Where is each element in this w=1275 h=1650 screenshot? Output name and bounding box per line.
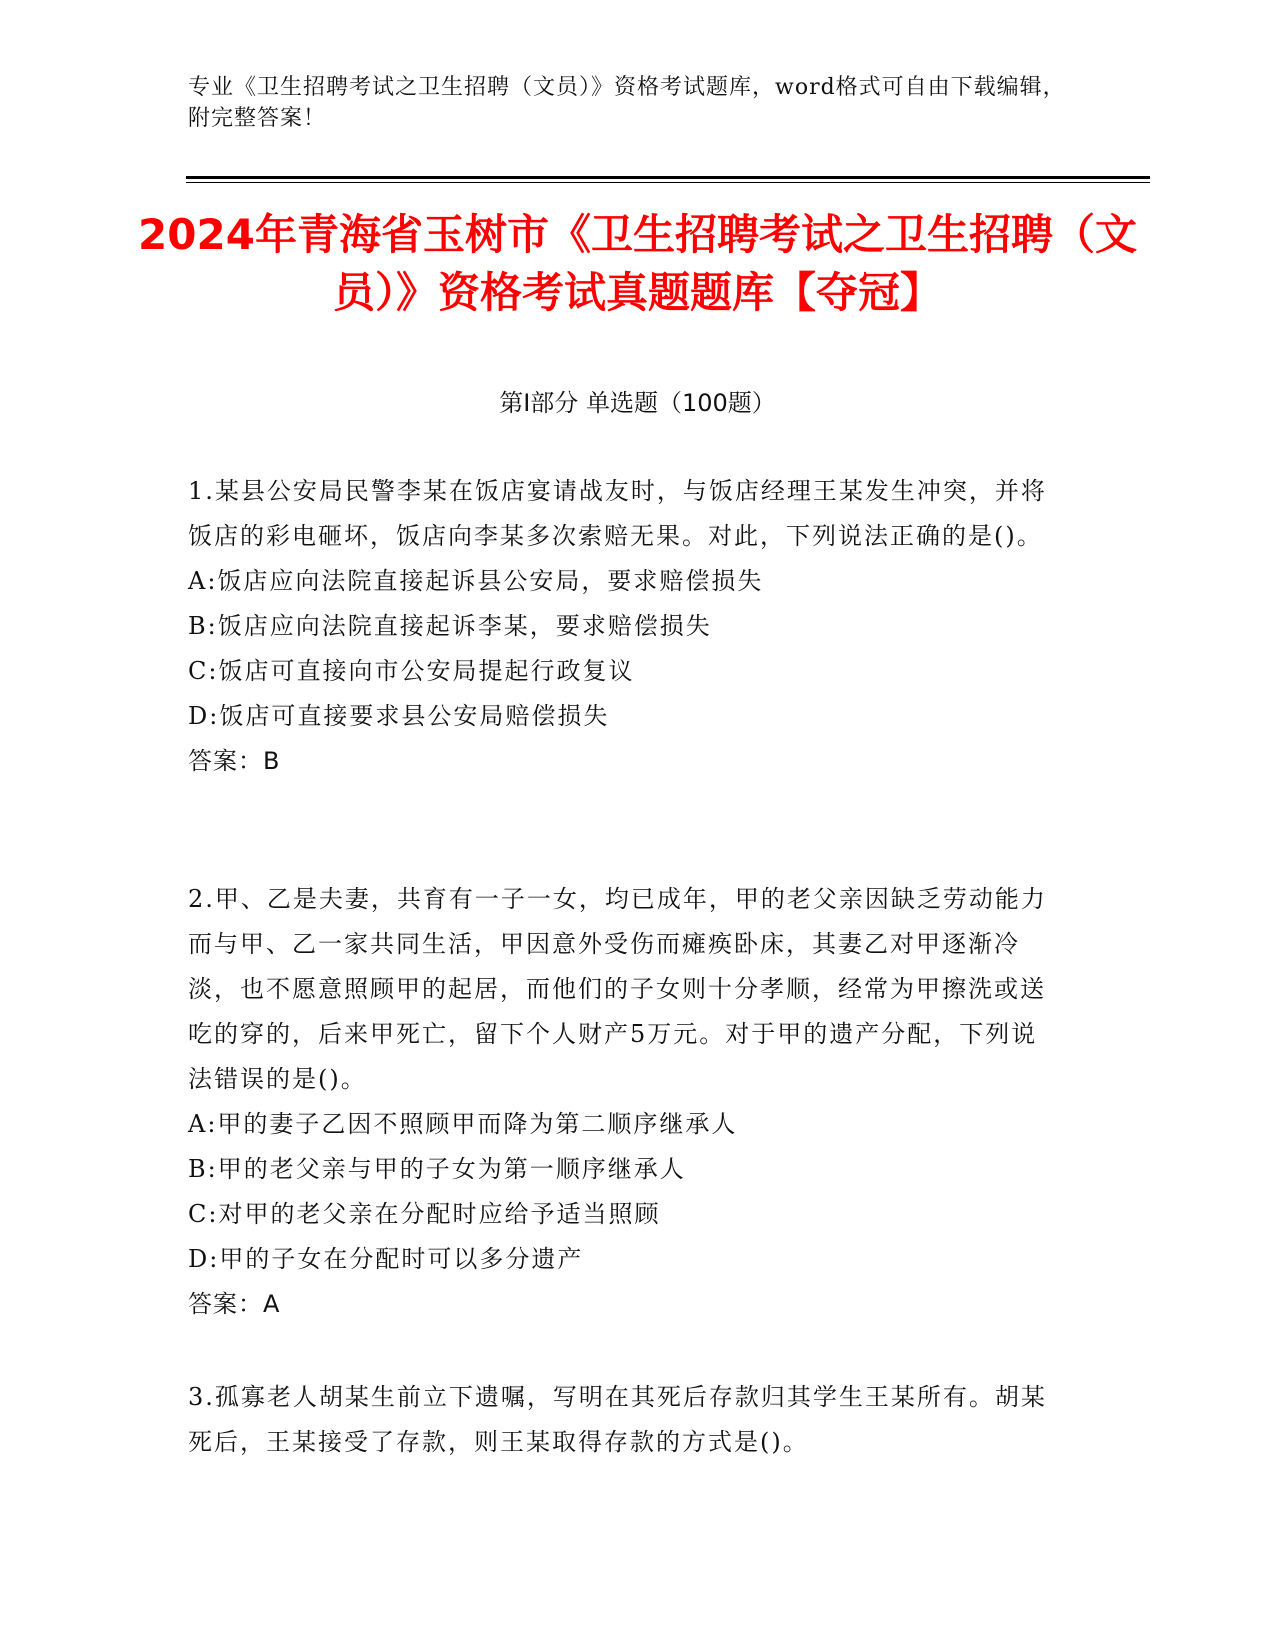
header-note: 专业《卫生招聘考试之卫生招聘（文员）》资格考试题库，word格式可自由下载编辑，附完整答案！ [188, 75, 1066, 131]
option-a: A:甲的妻子乙因不照顾甲而降为第二顺序继承人 [188, 1110, 738, 1138]
option-d: D:甲的子女在分配时可以多分遗产 [188, 1245, 584, 1273]
header-divider [186, 176, 1150, 179]
answer: 答案：A [188, 1290, 281, 1318]
header-divider-thin [186, 182, 1150, 183]
question-1 [188, 469, 1058, 784]
question-stem: 1.某县公安局民警李某在饭店宴请战友时，与饭店经理王某发生冲突，并将饭店的彩电砸坏，饭店向李某多次索赔无果。对此，下列说法正确的是()。 [188, 477, 1047, 550]
question-stem: 3.孤寡老人胡某生前立下遗嘱，写明在其死后存款归其学生王某所有。胡某死后，王某接受了存款，则王某取得存款的方式是()。 [188, 1383, 1047, 1456]
answer: 答案：B [188, 747, 281, 775]
option-a: A:饭店应向法院直接起诉县公安局，要求赔偿损失 [188, 567, 764, 595]
option-c: C:饭店可直接向市公安局提起行政复议 [188, 657, 635, 685]
option-b: B:甲的老父亲与甲的子女为第一顺序继承人 [188, 1155, 686, 1183]
option-d: D:饭店可直接要求县公安局赔偿损失 [188, 702, 610, 730]
question-2 [188, 877, 1058, 1327]
question-3 [188, 1375, 1058, 1465]
option-c: C:对甲的老父亲在分配时应给予适当照顾 [188, 1200, 661, 1228]
question-stem: 2.甲、乙是夫妻，共育有一子一女，均已成年，甲的老父亲因缺乏劳动能力而与甲、乙一家共同生活，甲因意外受伤而瘫痪卧床，其妻乙对甲逐渐冷淡，也不愿意照顾甲的起居，而他们的子女则十分孝顺，经常为甲擦洗或送吃的穿的，后来甲死亡，留下个人财产5万元。对于甲的遗产分配，下列说法错误的是()。 [188, 885, 1047, 1093]
option-b: B:饭店应向法院直接起诉李某，要求赔偿损失 [188, 612, 712, 640]
document-title: 2024年青海省玉树市《卫生招聘考试之卫生招聘（文员）》资格考试真题题库【夺冠】 [138, 210, 1137, 317]
section-title: 第I部分 单选题（100题） [499, 389, 776, 417]
